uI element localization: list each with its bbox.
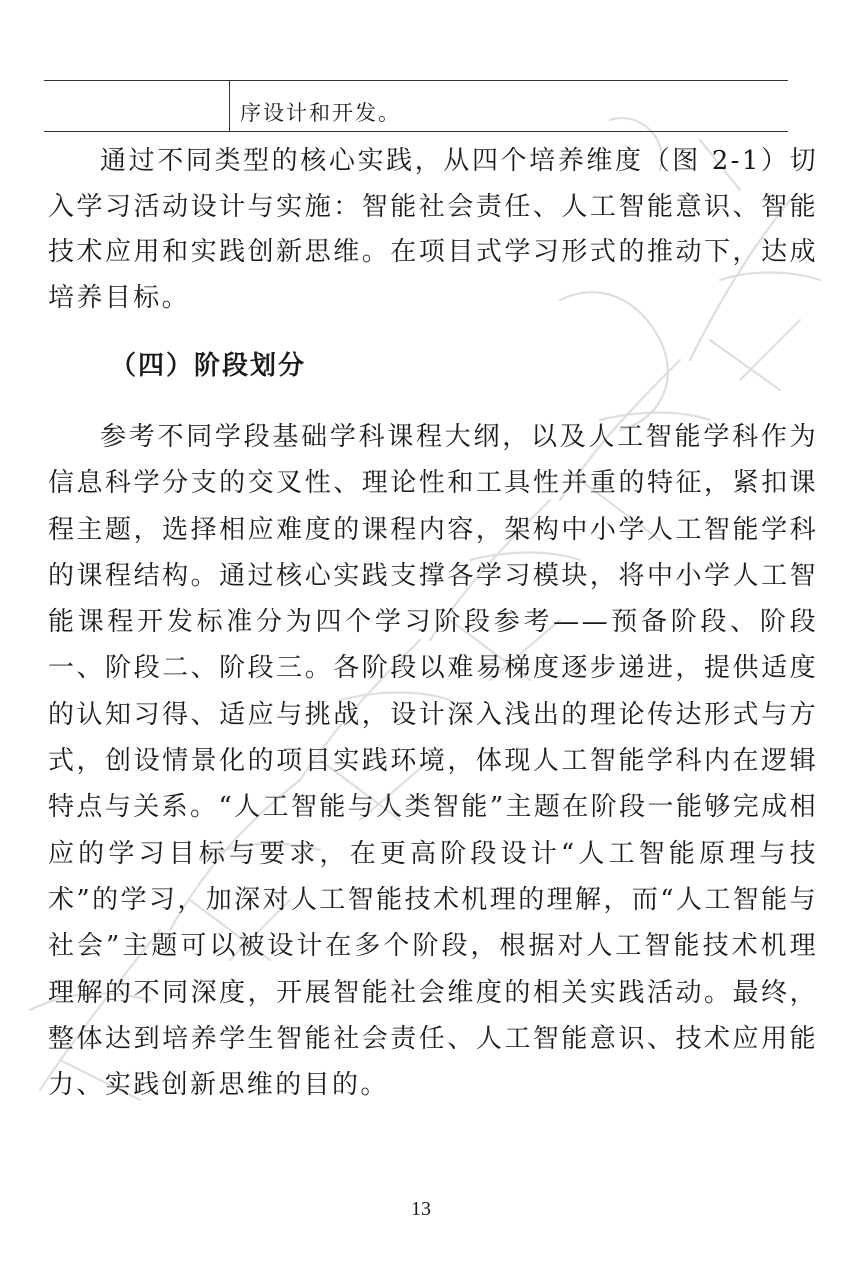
table-cell-text: 序设计和开发。 [240, 101, 401, 125]
paragraph-training-dimensions: 通过不同类型的核心实践，从四个培养维度（图 2-1）切入学习活动设计与实施：智能社会责任、人工智能意识、智能技术应用和实践创新思维。在项目式学习形式的推动下，达成培养目标。 [48, 146, 818, 313]
table-column-divider [229, 81, 230, 131]
page-number: 13 [411, 1198, 431, 1220]
paragraph-stage-division: 参考不同学段基础学科课程大纲，以及人工智能学科作为信息科学分支的交叉性、理论性和工具性并重的特征，紧扣课程主题，选择相应难度的课程内容，架构中小学人工智能学科的课程结构。通过核心实践支撑各学习模块，将中小学人工智能课程开发标准分为四个学习阶段参考——预备阶段、阶段一、阶段二、阶段三。各阶段以难易梯度逐步递进，提供适度的认知习得、适应与挑战，设计深入浅出的理论传达形式与方式，创设情景化的项目实践环境，体现人工智能学科内在逻辑特点与关系。“人工智能与人类智能”主题在阶段一能够完成相应的学习目标与要求，在更高阶段设计“人工智能原理与技术”的学习，加深对人工智能技术机理的理解，而“人工智能与社会”主题可以被设计在多个阶段，根据对人工智能技术机理理解的不同深度，开展智能社会维度的相关实践活动。最终，整体达到培养学生智能社会责任、人工智能意识、技术应用能力、实践创新思维的目的。 [48, 422, 818, 1101]
section-heading: （四）阶段划分 [110, 351, 307, 381]
table-fragment [44, 80, 788, 132]
